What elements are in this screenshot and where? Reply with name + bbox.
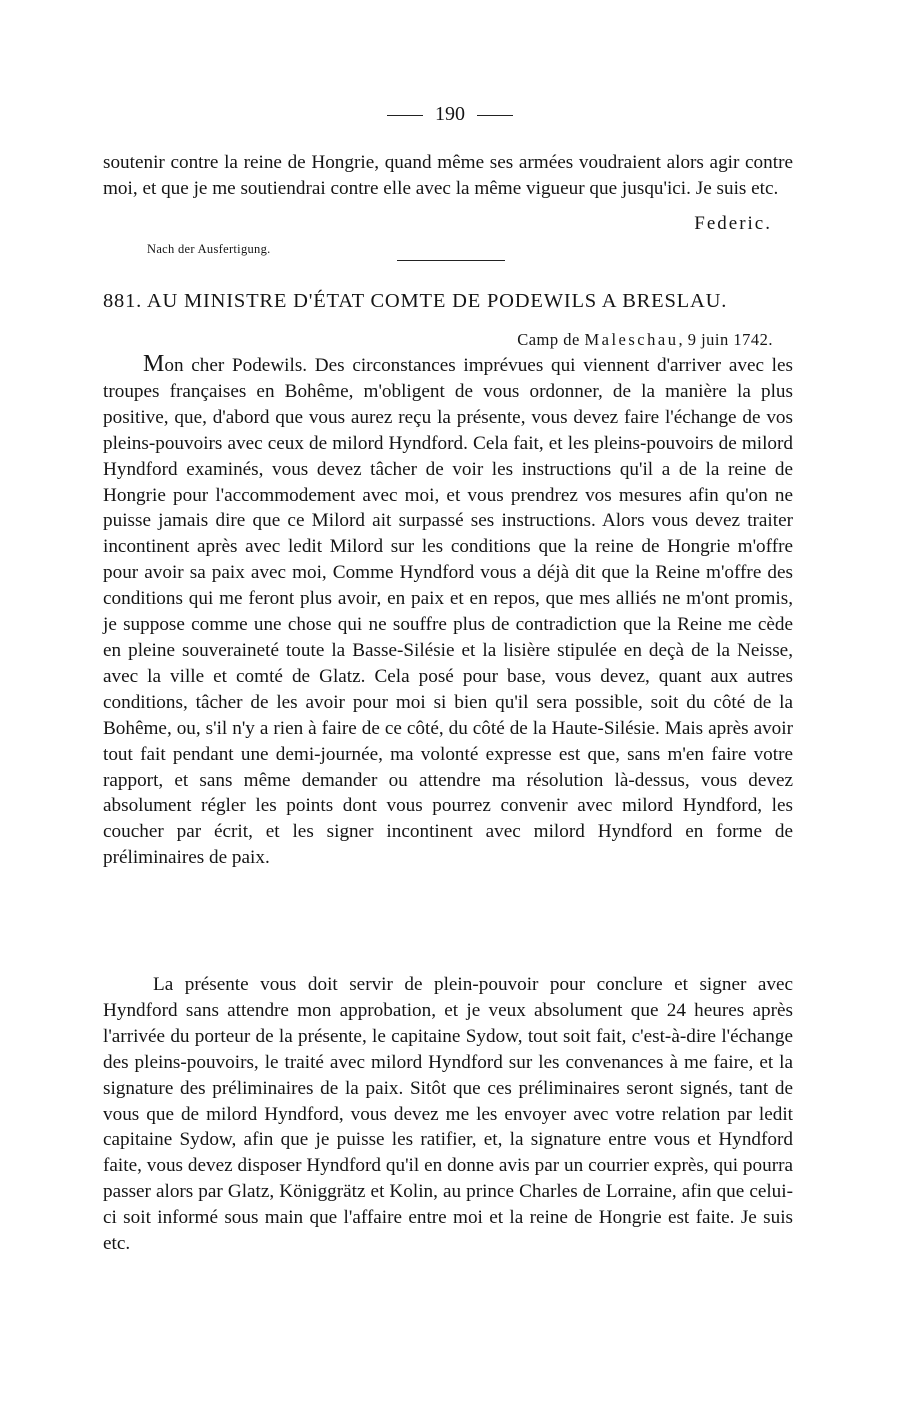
paragraph-1-body: on cher Podewils. Des circonstances imprévues qui viennent d'arriver avec les troupes françaises en Bohême, m'obligent de vous ordonner, de la manière la plus positive, que, d'abord que vous aurez reçu la présente, vous devez faire l'échange de vos pleins-pouvoirs avec ceux de milord Hyndford. Cela fait, et les pleins-pouvoirs de milord Hyndford examinés, vous devez tâcher de voir les instructions qu'il a de la reine de Hongrie pour l'accommodement avec moi, et vous prendrez vos mesures afin qu'on ne puisse jamais dire que ce Milord ait surpassé ses instructions. Alors vous devez traiter incontinent après avec ledit Milord sur les conditions que la reine de Hongrie m'offre pour avoir sa paix avec moi, Comme Hyndford vous a déjà dit que la Reine m'offre des conditions qui me feront plus avoir, en paix et en repos, que mes alliés ne m'ont promis, je suppose comme une chose qui ne souffre plus de contradiction que la Reine me cède en pleine souveraineté toute la Basse-Silésie et la lisière stipulée en deçà de la Neisse, avec la ville et comté de Glatz. Cela posé pour base, vous devez, quant aux autres conditions, tâcher de les avoir pour moi si bien qu'il sera possible, soit du côté de la Bohême, ou, s'il n'y a rien à faire de ce côté, du côté de la Haute-Silésie. Mais après avoir tout fait pendant une demi-journée, ma volonté expresse est que, sans m'en faire votre rapport, et sans même demander ou attendre ma résolution là-dessus, vous devez absolument régler les points dont vous pourrez convenir avec milord Hyndford, les coucher par écrit, et les signer incontinent avec milord Hyndford en forme de préliminaires de paix. [103, 355, 793, 869]
place-name: Maleschau [584, 330, 679, 349]
continuation-paragraph: soutenir contre la reine de Hongrie, quand même ses armées voudraient alors agir contre moi, et que je me soutiendrai contre elle avec la même vigueur que jusqu'ici. Je suis etc. [103, 152, 793, 199]
header-dash-left [387, 115, 423, 116]
section-divider [397, 260, 505, 261]
header-dash-right [477, 115, 513, 116]
place-date-line [517, 330, 773, 350]
place-prefix: Camp de [517, 330, 585, 349]
opening-initial: M [143, 351, 165, 377]
letter-paragraph-2: La présente vous doit servir de plein-pouvoir pour conclure et signer avec Hyndford sans attendre mon approbation, et je veux absolument que 24 heures après l'arrivée du porteur de la présente, le capitaine Sydow, tout soit fait, c'est-à-dire l'échange des pleins-pouvoirs, le traité avec milord Hyndford sur les convenances à me faire, et la signature des préliminaires de la paix. Sitôt que ces préliminaires seront signés, tant de vous que de milord Hyndford, vous devez me les envoyer avec votre relation par ledit capitaine Sydow, afin que je puisse les ratifier, et, la signature entre vous et Hyndford faite, vous devez disposer Hyndford qu'il en donne avis par un courrier exprès, qui pourra passer alors par Glatz, Königgrätz et Kolin, au prince Charles de Lorraine, afin que celui-ci soit informé sous main que l'affaire entre moi et la reine de Hongrie est faite. Je suis etc. [103, 974, 793, 1255]
source-note: Nach der Ausfertigung. [147, 242, 271, 256]
letter-paragraph-1 [103, 352, 793, 871]
letter-title: 881. AU MINISTRE D'ÉTAT COMTE DE PODEWILS A BRESLAU. [103, 290, 728, 312]
letter-date: , 9 juin 1742. [678, 330, 773, 349]
signature: Federic. [694, 213, 772, 234]
page-header [0, 103, 900, 126]
page-number: 190 [435, 103, 465, 125]
